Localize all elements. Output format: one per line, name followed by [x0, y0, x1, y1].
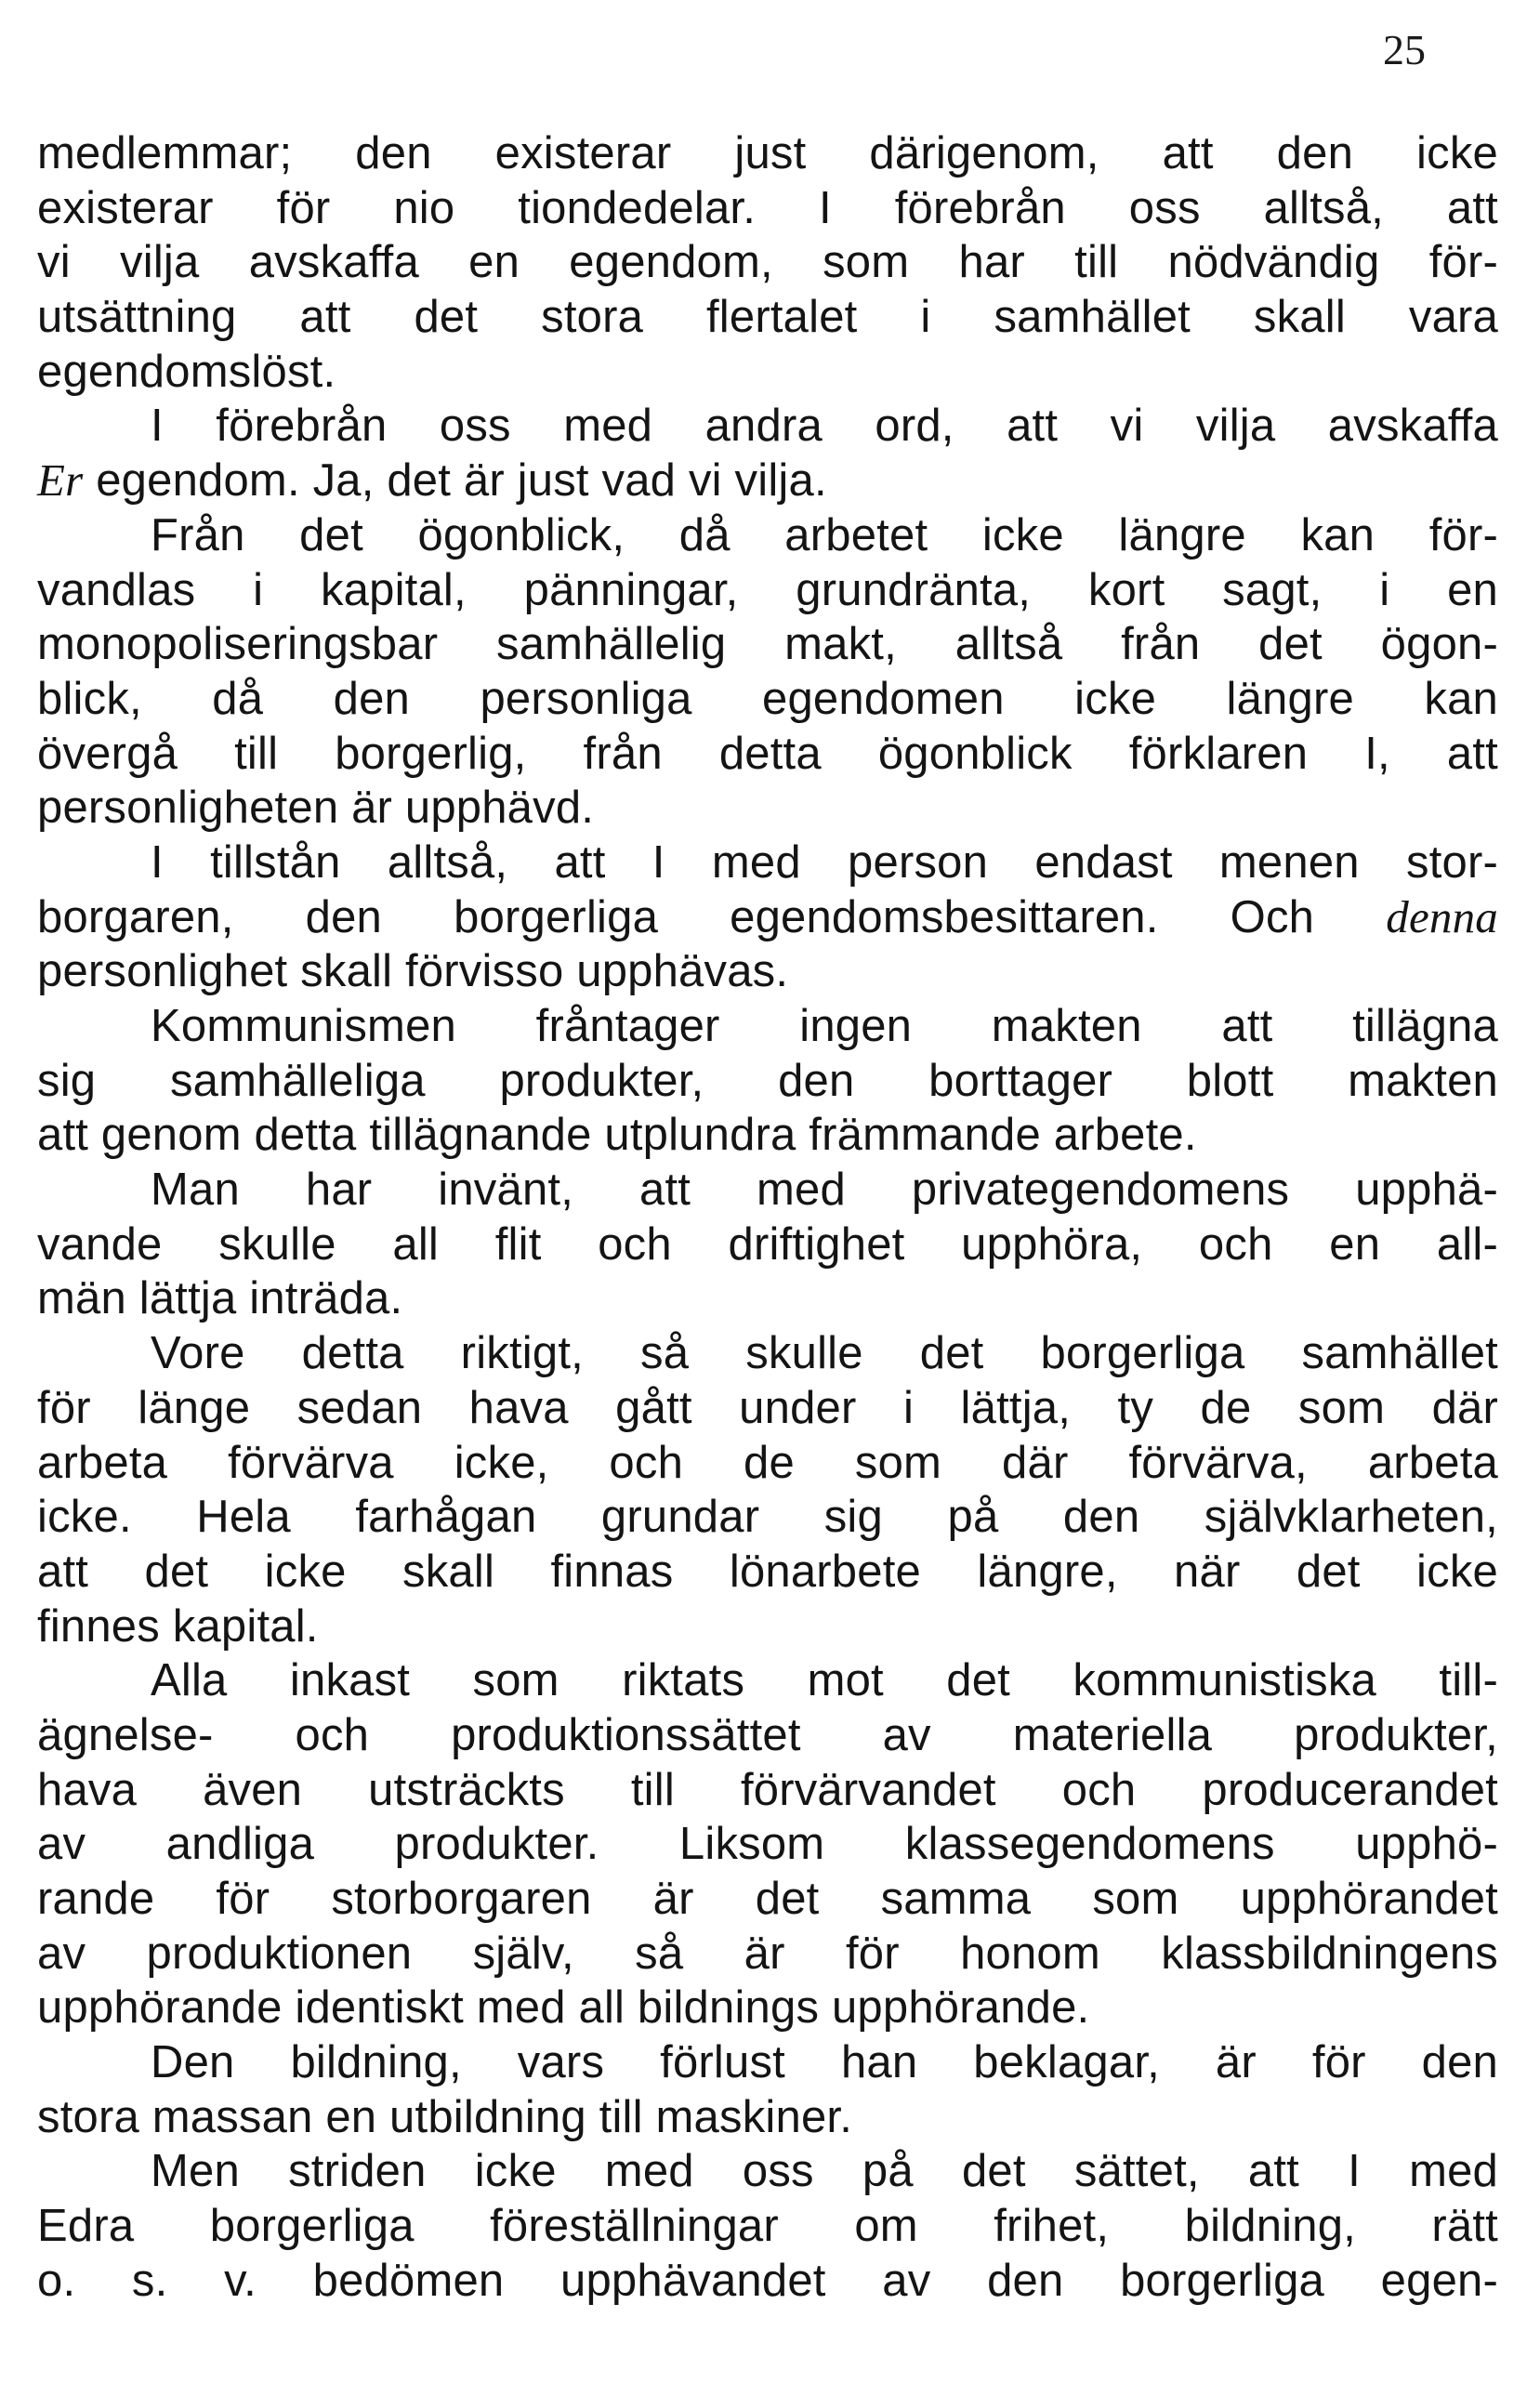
text-line: Från det ögonblick, då arbetet icke längre kan för-: [151, 509, 1498, 560]
page-number: 25: [1383, 26, 1426, 73]
text-line: att genom detta tillägnande utplundra främmande arbete.: [37, 1110, 1197, 1161]
text-line: av produktionen själv, så är för honom klassbildningens: [37, 1928, 1498, 1979]
text-line: Vore detta riktigt, så skulle det borgerliga samhället: [151, 1328, 1498, 1379]
text-line: Den bildning, vars förlust han beklagar, är för den: [151, 2037, 1498, 2088]
text-line: I förebrån oss med andra ord, att vi vilja avskaffa: [151, 401, 1498, 452]
text-line: Edra borgerliga föreställningar om frihet, bildning, rätt: [37, 2201, 1498, 2252]
text-line: existerar för nio tiondedelar. I förebrån oss alltså, att: [37, 182, 1498, 233]
text-line: personlighet skall förvisso upphävas.: [37, 946, 789, 997]
text-line-rest: egendom. Ja, det är just vad vi vilja.: [83, 455, 827, 507]
body-text: [37, 126, 1498, 2309]
text-line: att det icke skall finnas lönarbete längre, när det icke: [37, 1546, 1498, 1597]
text-line: Man har invänt, att med privategendomens upphä-: [151, 1165, 1498, 1216]
text-line: o. s. v. bedömen upphävandet av den borgerliga egen-: [37, 2255, 1498, 2306]
text-line: stora massan en utbildning till maskiner.: [37, 2091, 853, 2142]
text-line-start: borgaren, den borgerliga egendomsbesittaren. Och: [37, 891, 1315, 942]
text-line: Kommunismen fråntager ingen makten att tillägna: [151, 1001, 1498, 1051]
text-line: medlemmar; den existerar just därigenom, att den icke: [37, 128, 1498, 178]
text-line: rande för storborgaren är det samma som upphörandet: [37, 1874, 1498, 1924]
text-line: I tillstån alltså, att I med person endast menen stor-: [151, 836, 1498, 888]
text-line: blick, då den personliga egendomen icke längre kan: [37, 673, 1498, 724]
text-line: vandlas i kapital, pänningar, grundränta, kort sagt, i en: [37, 564, 1498, 615]
text-line: vi vilja avskaffa en egendom, som har till nödvändig för-: [37, 237, 1498, 288]
text-line-with-emphasis: [37, 454, 1498, 508]
text-line: av andliga produkter. Liksom klassegendomens upphö-: [37, 1819, 1498, 1870]
text-line: utsättning att det stora flertalet i samhället skall vara: [37, 292, 1498, 343]
text-line: egendomslöst.: [37, 346, 336, 397]
text-line: övergå till borgerlig, från detta ögonblick förklaren I, att: [37, 728, 1498, 779]
text-line: icke. Hela farhågan grundar sig på den självklarheten,: [37, 1492, 1498, 1543]
text-line: upphörande identiskt med all bildnings upphörande.: [37, 1982, 1090, 2034]
text-line-with-emphasis: [37, 890, 1498, 945]
text-line: finnes kapital.: [37, 1600, 319, 1652]
text-line: Alla inkast som riktats mot det kommunistiska till-: [151, 1655, 1498, 1706]
text-line: hava även utsträckts till förvärvandet och producerandet: [37, 1764, 1498, 1815]
text-line: för länge sedan hava gått under i lättja, ty de som där: [37, 1382, 1498, 1433]
text-line: ägnelse- och produktionssättet av materiella produkter,: [37, 1709, 1498, 1760]
text-line: män lättja inträda.: [37, 1273, 403, 1324]
text-line: vande skulle all flit och driftighet upphöra, och en all-: [37, 1218, 1498, 1270]
text-line: monopoliseringsbar samhällelig makt, alltså från det ögon-: [37, 619, 1498, 670]
emphasis-word: denna: [1386, 890, 1498, 942]
text-line: personligheten är upphävd.: [37, 783, 595, 834]
text-line: sig samhälleliga produkter, den borttager blott makten: [37, 1055, 1498, 1106]
text-line: arbeta förvärva icke, och de som där förvärva, arbeta: [37, 1437, 1498, 1488]
emphasis-word: Er: [37, 454, 84, 507]
text-line: Men striden icke med oss på det sättet, att I med: [151, 2146, 1498, 2197]
